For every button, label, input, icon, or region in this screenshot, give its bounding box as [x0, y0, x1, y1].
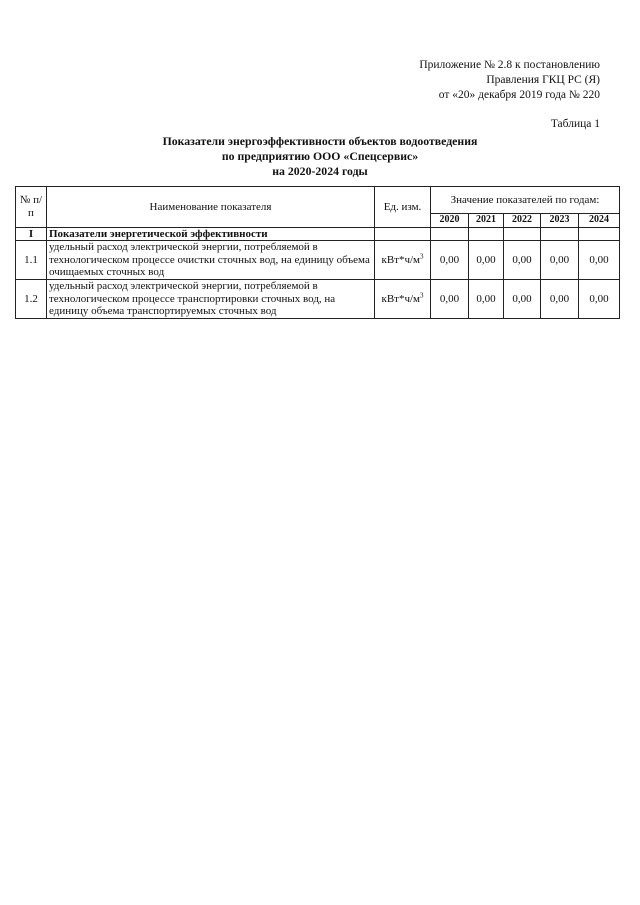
title-line-2: по предприятию ООО «Спецсервис»: [221, 149, 419, 163]
row-num: 1.1: [16, 241, 47, 280]
row-name: удельный расход электрической энергии, потребляемой в технологическом процессе транспортировки сточных вод, на единицу объема транспортируемых сточных вод: [47, 280, 375, 319]
unit-superscript: 3: [420, 252, 424, 261]
title-line-3: на 2020-2024 годы: [272, 164, 368, 178]
header-year: 2021: [469, 214, 504, 228]
header-unit: Ед. изм.: [375, 187, 431, 228]
header-name: Наименование показателя: [47, 187, 375, 228]
row-value: 0,00: [431, 241, 469, 280]
row-value: 0,00: [579, 280, 620, 319]
title-line-1: Показатели энергоэффективности объектов водоотведения: [162, 134, 478, 148]
row-value: 0,00: [469, 241, 504, 280]
row-value: 0,00: [541, 241, 579, 280]
empty-cell: [375, 227, 431, 241]
row-num: 1.2: [16, 280, 47, 319]
row-value: 0,00: [469, 280, 504, 319]
header-year: 2020: [431, 214, 469, 228]
row-value: 0,00: [541, 280, 579, 319]
table-header-row: [16, 187, 620, 214]
indicators-table: [15, 186, 620, 319]
row-name: удельный расход электрической энергии, потребляемой в технологическом процессе очистки сточных вод, на единицу объема очищаемых сточных вод: [47, 241, 375, 280]
document-title: [0, 134, 640, 179]
unit-text: кВт*ч/м: [381, 253, 421, 266]
unit-superscript: 3: [420, 291, 424, 300]
empty-cell: [541, 227, 579, 241]
section-num: I: [16, 227, 47, 241]
row-unit: [375, 241, 431, 280]
appendix-line-2: Правления ГКЦ РС (Я): [486, 74, 600, 86]
appendix-line-1: Приложение № 2.8 к постановлению: [419, 59, 600, 71]
empty-cell: [431, 227, 469, 241]
table-row: [16, 241, 620, 280]
row-unit: [375, 280, 431, 319]
appendix-reference: [340, 58, 600, 103]
header-num: № п/п: [16, 187, 47, 228]
row-value: 0,00: [504, 280, 541, 319]
row-value: 0,00: [431, 280, 469, 319]
empty-cell: [469, 227, 504, 241]
section-row: [16, 227, 620, 241]
header-year: 2024: [579, 214, 620, 228]
empty-cell: [579, 227, 620, 241]
appendix-line-3: от «20» декабря 2019 года № 220: [438, 89, 600, 101]
row-value: 0,00: [579, 241, 620, 280]
table-row: [16, 280, 620, 319]
section-title: Показатели энергетической эффективности: [47, 227, 375, 241]
table-label: Таблица 1: [550, 118, 600, 130]
header-values: Значение показателей по годам:: [431, 187, 620, 214]
unit-text: кВт*ч/м: [381, 292, 421, 305]
header-year: 2023: [541, 214, 579, 228]
empty-cell: [504, 227, 541, 241]
header-year: 2022: [504, 214, 541, 228]
row-value: 0,00: [504, 241, 541, 280]
